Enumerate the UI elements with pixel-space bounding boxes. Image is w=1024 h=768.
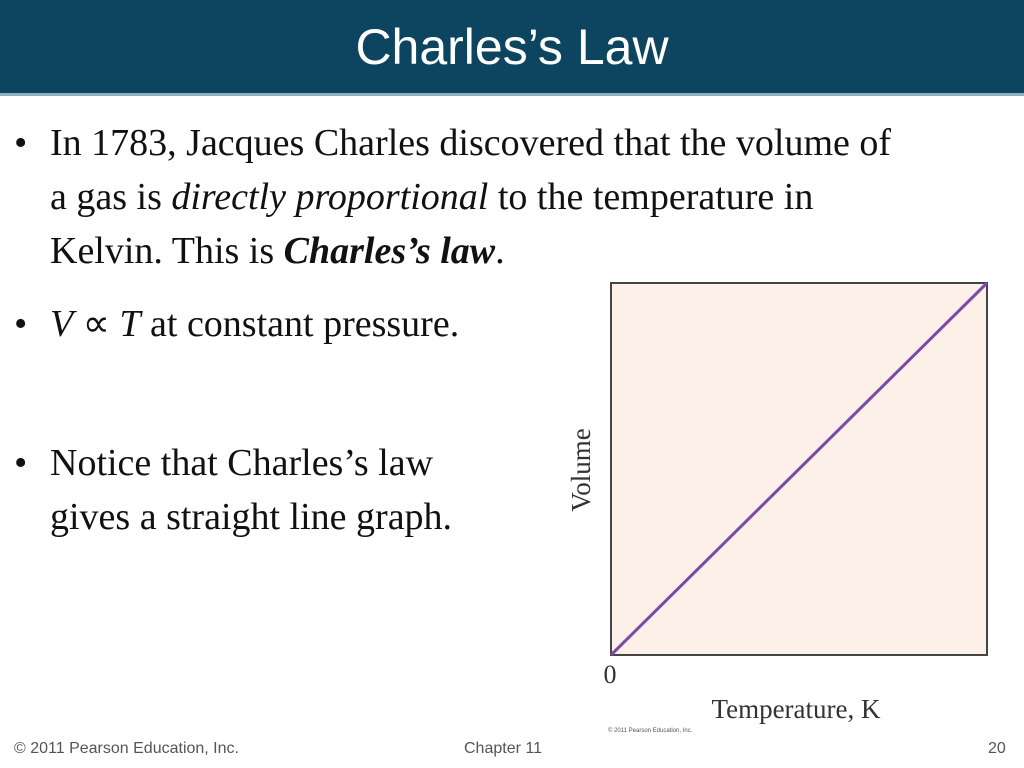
bullet-text-part: In 1783, Jacques Charles discovered that the volume of a gas is xyxy=(50,122,892,218)
x-axis-label: Temperature, K xyxy=(711,694,881,724)
footer-page-number: 20 xyxy=(988,740,1006,757)
bullet-marker: • xyxy=(14,303,28,345)
charles-law-chart xyxy=(560,270,1000,734)
slide-title: Charles’s Law xyxy=(355,19,669,75)
bullet-text-part: at constant pressure. xyxy=(140,303,460,345)
bullet-marker: • xyxy=(14,442,28,484)
emphasis-text: directly proportional xyxy=(171,176,489,218)
law-term: Charles’s law xyxy=(283,230,496,272)
chart-credit: © 2011 Pearson Education, Inc. xyxy=(608,728,693,734)
bullet-text: Notice that Charles’s law gives a straight line graph. xyxy=(50,442,453,538)
origin-tick-label: 0 xyxy=(603,660,617,689)
bullet-text-end: . xyxy=(495,230,505,272)
footer-chapter: Chapter 11 xyxy=(464,740,542,757)
y-axis-label: Volume xyxy=(566,428,596,512)
footer-copyright: © 2011 Pearson Education, Inc. xyxy=(14,740,239,757)
bullet-text-part: to the temperature in Kelvin. This is xyxy=(50,176,814,272)
proportional-symbol: ∝ xyxy=(73,303,120,345)
bullet-marker: • xyxy=(14,122,28,164)
title-divider xyxy=(0,93,1024,96)
variable-t: T xyxy=(119,303,141,345)
variable-v: V xyxy=(50,303,74,345)
bullet-text xyxy=(50,297,530,351)
bullet-text xyxy=(50,116,910,278)
